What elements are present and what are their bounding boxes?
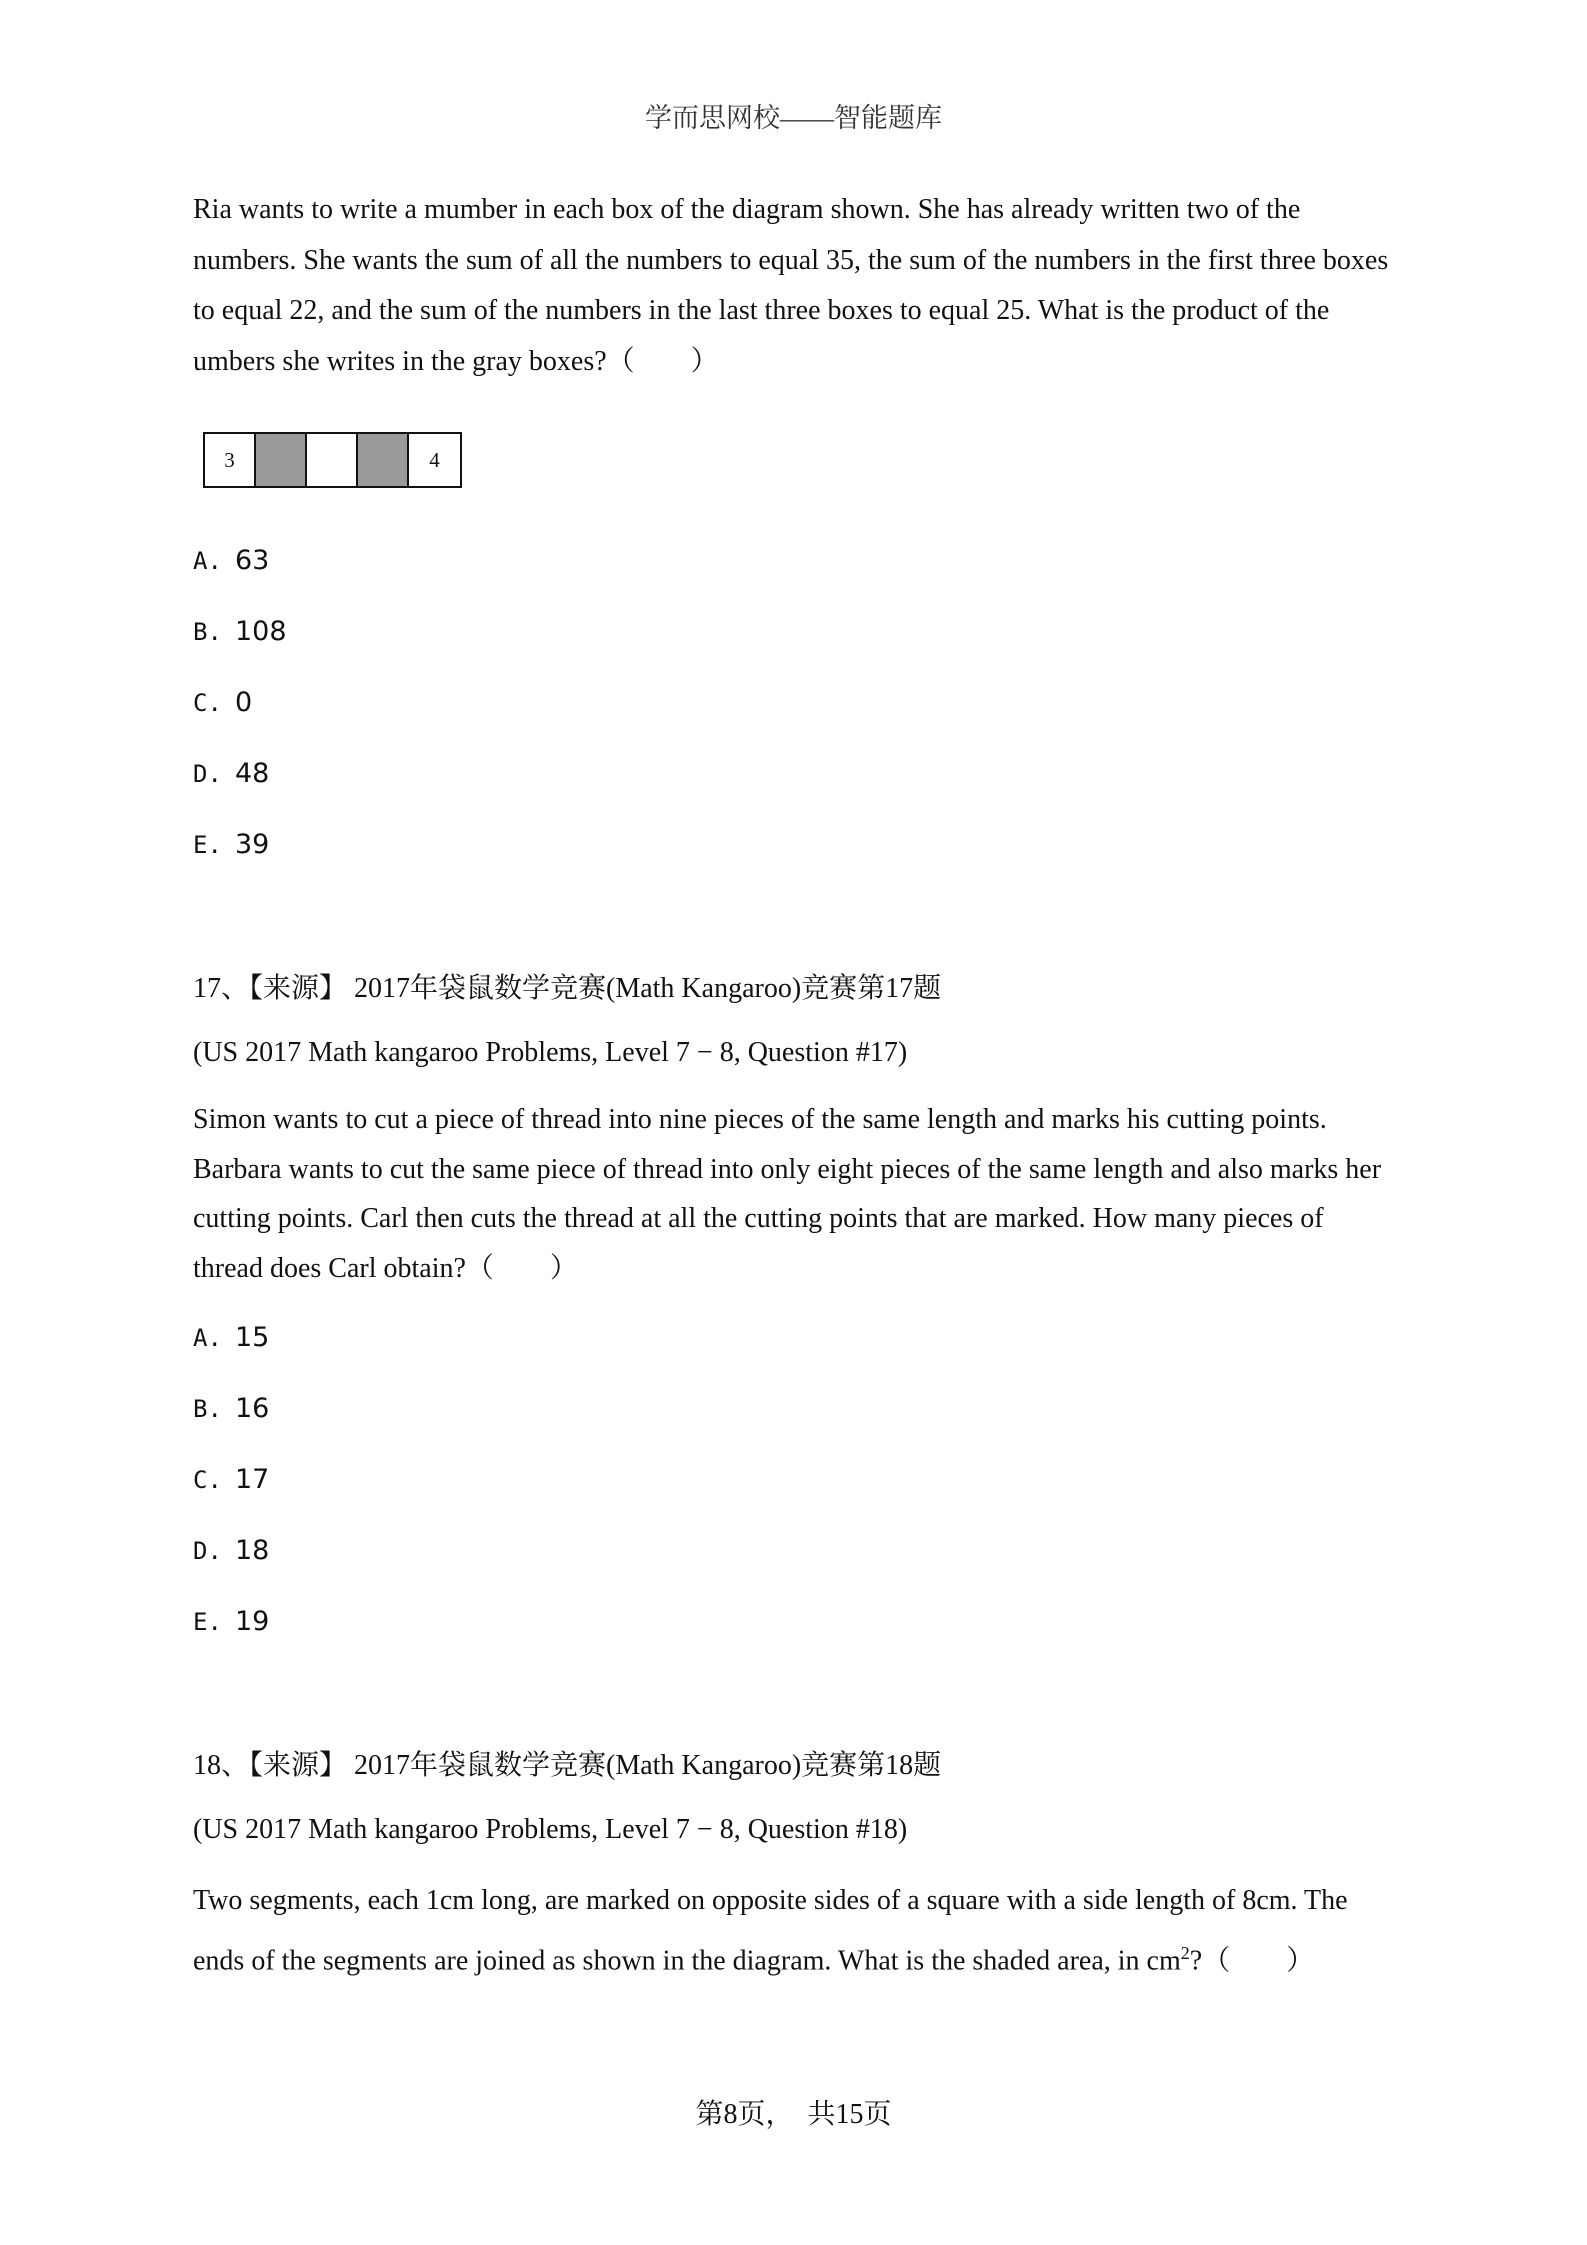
diagram-gray-box xyxy=(256,434,307,486)
q17-text xyxy=(193,1095,1413,1293)
option-value: 16 xyxy=(235,1393,270,1424)
q18-line2-text: ends of the segments are joined as shown in the diagram. What is the shaded area, in cm xyxy=(193,1945,1181,1977)
q16-option-e xyxy=(193,828,269,862)
q16-option-d xyxy=(193,757,269,791)
q17-line: Simon wants to cut a piece of thread into nine pieces of the same length and marks his cutting points. xyxy=(193,1104,1327,1135)
q17-line: cutting points. Carl then cuts the thread at all the cutting points that are marked. How many pieces of xyxy=(193,1203,1324,1234)
q16-line: umbers she writes in the gray boxes?（ ） xyxy=(193,345,719,377)
q18-heading: 18、【来源】 2017年袋鼠数学竞赛(Math Kangaroo)竞赛第18题 xyxy=(193,1750,942,1781)
option-letter: E. xyxy=(193,1608,222,1636)
diagram-gray-box xyxy=(358,434,409,486)
option-value: 63 xyxy=(235,545,270,576)
page-footer: 第8页， 共15页 xyxy=(695,2099,892,2130)
diagram-box: 3 xyxy=(205,434,256,486)
q17-heading: 17、【来源】 2017年袋鼠数学竞赛(Math Kangaroo)竞赛第17题 xyxy=(193,973,942,1004)
q18-source: (US 2017 Math kangaroo Problems, Level 7 − 8, Question #18) xyxy=(193,1814,908,1845)
q17-option-a xyxy=(193,1321,269,1355)
option-letter: D. xyxy=(193,760,222,788)
diagram-box: 4 xyxy=(429,447,440,472)
option-value: 19 xyxy=(235,1606,270,1637)
diagram-box xyxy=(307,434,358,486)
option-value: 15 xyxy=(235,1322,270,1353)
option-letter: B. xyxy=(193,1395,222,1423)
option-letter: E. xyxy=(193,831,222,859)
q18-line: Two segments, each 1cm long, are marked on opposite sides of a square with a side length of 8cm. The xyxy=(193,1885,1348,1916)
q16-line: numbers. She wants the sum of all the numbers to equal 35, the sum of the numbers in the first three boxes xyxy=(193,244,1389,276)
q16-option-a xyxy=(193,544,269,578)
page-header: 学而思网校——智能题库 xyxy=(645,103,942,133)
option-value: 108 xyxy=(235,616,287,647)
option-value: 0 xyxy=(235,687,253,718)
q17-source: (US 2017 Math kangaroo Problems, Level 7 − 8, Question #17) xyxy=(193,1037,908,1068)
q18-text xyxy=(193,1875,1413,1987)
option-value: 17 xyxy=(235,1464,270,1495)
option-letter: B. xyxy=(193,618,222,646)
option-letter: A. xyxy=(193,1324,222,1352)
q16-line: Ria wants to write a mumber in each box of the diagram shown. She has already written two of the xyxy=(193,194,1301,225)
q18-line xyxy=(193,1927,1413,1987)
q16-text xyxy=(193,185,1413,387)
option-value: 39 xyxy=(235,829,270,860)
q17-option-d xyxy=(193,1534,269,1568)
q17-option-c xyxy=(193,1463,269,1497)
q17-line: thread does Carl obtain?（ ） xyxy=(193,1252,578,1284)
option-letter: C. xyxy=(193,689,222,717)
option-letter: D. xyxy=(193,1537,222,1565)
q17-option-b xyxy=(193,1392,269,1426)
q16-option-c xyxy=(193,686,252,720)
option-value: 18 xyxy=(235,1535,270,1566)
q16-line: to equal 22, and the sum of the numbers in the last three boxes to equal 25. What is the product of the xyxy=(193,295,1330,326)
superscript: 2 xyxy=(1180,1943,1190,1963)
q17-option-e xyxy=(193,1605,269,1639)
option-letter: C. xyxy=(193,1466,222,1494)
box-diagram xyxy=(203,432,462,488)
option-letter: A. xyxy=(193,547,222,575)
q17-line: Barbara wants to cut the same piece of thread into only eight pieces of the same length and also marks her xyxy=(193,1153,1382,1185)
q16-option-b xyxy=(193,615,287,649)
option-value: 48 xyxy=(235,758,270,789)
q18-line2-tail: ?（ ） xyxy=(1189,1945,1315,1977)
